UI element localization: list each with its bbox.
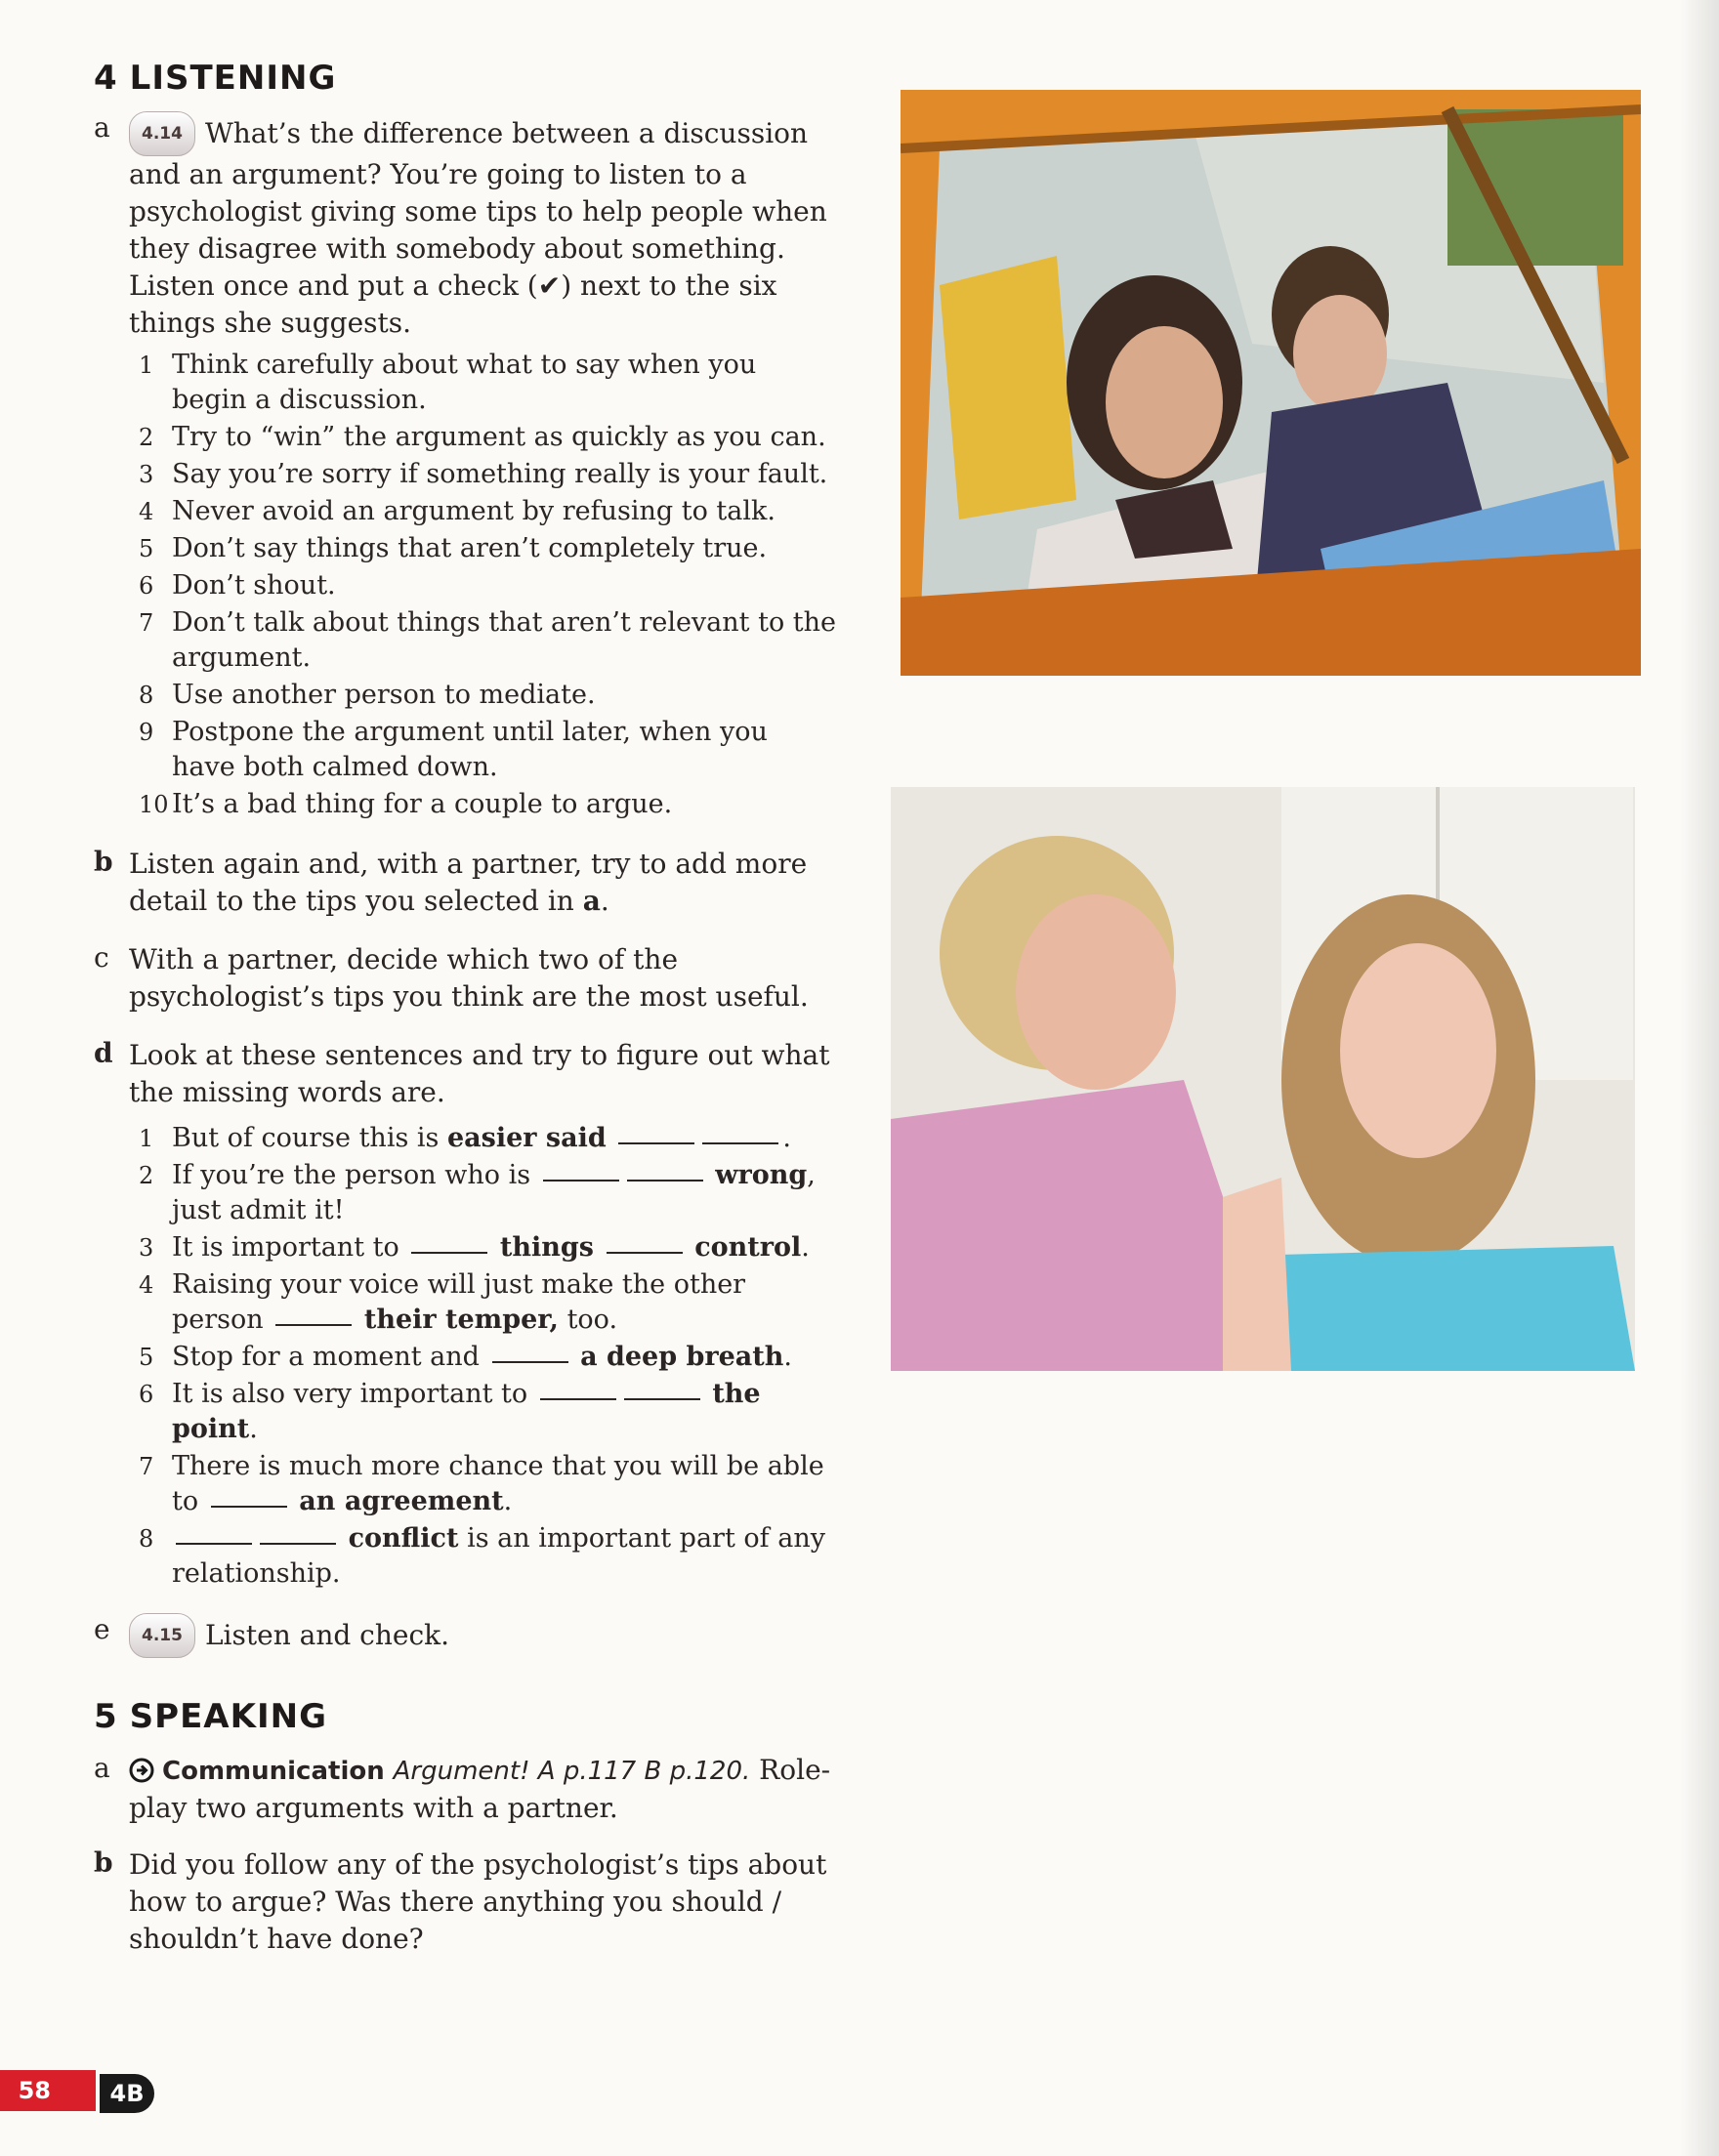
key-phrase: wrong bbox=[715, 1160, 808, 1190]
page-number: 58 bbox=[0, 2070, 96, 2111]
audio-track-badge[interactable]: 4.15 bbox=[129, 1613, 195, 1658]
exercise-4d bbox=[94, 1037, 836, 1592]
exercise-instruction: Did you follow any of the psychologist’s tips about how to argue? Was there anything you should / shouldn’t have done? bbox=[129, 1848, 827, 1955]
gap-sentence-3 bbox=[129, 1230, 836, 1265]
exercise-letter: d bbox=[94, 1037, 113, 1069]
tip-item[interactable] bbox=[129, 531, 836, 566]
tip-text: Don’t say things that aren’t completely true. bbox=[172, 533, 768, 563]
gap-sentence-7 bbox=[129, 1449, 836, 1519]
punctuation: . bbox=[783, 1342, 792, 1372]
tip-text: It’s a bad thing for a couple to argue. bbox=[172, 789, 673, 819]
answer-blank[interactable] bbox=[627, 1158, 703, 1182]
key-phrase: control bbox=[694, 1232, 802, 1263]
section-heading-speaking bbox=[94, 1697, 836, 1736]
tip-item[interactable] bbox=[129, 348, 836, 418]
tip-text: Try to “win” the argument as quickly as you can. bbox=[172, 422, 826, 452]
punctuation: . bbox=[249, 1414, 258, 1444]
tip-item[interactable] bbox=[129, 457, 836, 492]
punctuation: . bbox=[782, 1123, 791, 1153]
item-number: 8 bbox=[139, 682, 154, 709]
sentence-text: Raising your voice will just make the other person bbox=[172, 1269, 746, 1335]
gap-sentence-5 bbox=[129, 1340, 836, 1375]
answer-blank[interactable] bbox=[260, 1521, 336, 1545]
item-number: 3 bbox=[139, 461, 154, 488]
item-number: 4 bbox=[139, 1271, 154, 1299]
exercise-instruction: What’s the difference between a discussion and an argument? You’re going to listen to a psychologist giving some tips to help people when they disagree with somebody about something. Listen once and put a check (✔) next to the six things she suggests. bbox=[129, 117, 827, 339]
key-phrase: an agreement bbox=[299, 1486, 504, 1516]
exercise-letter: e bbox=[94, 1613, 110, 1645]
communication-label[interactable]: Communication bbox=[162, 1757, 385, 1786]
tip-text: Don’t shout. bbox=[172, 570, 336, 601]
item-number: 5 bbox=[139, 535, 154, 562]
item-number: 7 bbox=[139, 609, 154, 637]
page-gutter-shadow bbox=[1680, 0, 1719, 2156]
gap-sentence-2 bbox=[129, 1158, 836, 1228]
tip-item[interactable] bbox=[129, 420, 836, 455]
item-number: 9 bbox=[139, 719, 154, 746]
exercise-4b bbox=[94, 846, 836, 920]
exercise-instruction: Look at these sentences and try to figure out what the missing words are. bbox=[129, 1039, 830, 1108]
exercise-letter: a bbox=[94, 111, 110, 144]
photo-mother-daughter bbox=[891, 787, 1635, 1371]
section-title: LISTENING bbox=[129, 59, 337, 98]
exercise-letter: b bbox=[94, 846, 113, 878]
answer-blank[interactable] bbox=[211, 1484, 287, 1508]
section-title: SPEAKING bbox=[129, 1697, 327, 1736]
tip-item[interactable] bbox=[129, 715, 836, 785]
answer-blank[interactable] bbox=[702, 1121, 778, 1144]
communication-reference[interactable]: Argument! A p.117 B p.120. bbox=[393, 1757, 751, 1786]
gap-fill-list bbox=[129, 1121, 836, 1592]
punctuation: . bbox=[600, 885, 609, 917]
tip-text: Postpone the argument until later, when you have both calmed down. bbox=[172, 717, 768, 782]
exercise-letter: a bbox=[94, 1752, 110, 1784]
answer-blank[interactable] bbox=[540, 1377, 616, 1400]
item-number: 6 bbox=[139, 572, 154, 600]
key-phrase: a deep breath bbox=[580, 1342, 784, 1372]
answer-blank[interactable] bbox=[176, 1521, 252, 1545]
tip-text: Don’t talk about things that aren’t relevant to the argument. bbox=[172, 607, 837, 673]
sentence-text: Stop for a moment and bbox=[172, 1342, 480, 1372]
answer-blank[interactable] bbox=[618, 1121, 694, 1144]
item-number: 1 bbox=[139, 1125, 154, 1152]
exercise-instruction: Listen again and, with a partner, try to add more detail to the tips you selected in bbox=[129, 848, 808, 917]
sentence-text: too. bbox=[566, 1305, 618, 1335]
item-number: 2 bbox=[139, 424, 154, 451]
answer-blank[interactable] bbox=[607, 1230, 683, 1254]
key-phrase: things bbox=[499, 1232, 594, 1263]
tip-text: Use another person to mediate. bbox=[172, 680, 596, 710]
sentence-text: It is important to bbox=[172, 1232, 399, 1263]
section-number: 5 bbox=[94, 1697, 118, 1736]
tip-item[interactable] bbox=[129, 568, 836, 603]
item-number: 8 bbox=[139, 1525, 154, 1553]
key-phrase: their temper, bbox=[363, 1305, 559, 1335]
sentence-text: , just admit it! bbox=[172, 1160, 816, 1225]
item-number: 10 bbox=[139, 791, 169, 818]
sentence-text: It is also very important to bbox=[172, 1379, 528, 1409]
tip-text: Think carefully about what to say when you begin a discussion. bbox=[172, 350, 757, 415]
answer-blank[interactable] bbox=[492, 1340, 568, 1363]
gap-sentence-8 bbox=[129, 1521, 836, 1592]
tip-item[interactable] bbox=[129, 787, 836, 822]
gap-sentence-1 bbox=[129, 1121, 836, 1156]
sentence-text: is an important part of any relationship. bbox=[172, 1523, 825, 1589]
item-number: 6 bbox=[139, 1381, 154, 1408]
tip-item[interactable] bbox=[129, 494, 836, 529]
punctuation: . bbox=[801, 1232, 810, 1263]
left-column bbox=[94, 59, 836, 1958]
answer-blank[interactable] bbox=[624, 1377, 700, 1400]
section-number: 4 bbox=[94, 59, 118, 98]
exercise-4e bbox=[94, 1613, 836, 1658]
exercise-5b bbox=[94, 1846, 836, 1958]
tips-list bbox=[129, 348, 836, 822]
exercise-4a bbox=[94, 111, 836, 822]
punctuation: . bbox=[503, 1486, 513, 1516]
answer-blank[interactable] bbox=[275, 1303, 352, 1326]
item-number: 5 bbox=[139, 1344, 154, 1371]
sentence-text: If you’re the person who is bbox=[172, 1160, 531, 1190]
gap-sentence-4 bbox=[129, 1267, 836, 1338]
item-number: 3 bbox=[139, 1234, 154, 1262]
arrow-circle-icon bbox=[129, 1758, 154, 1783]
exercise-instruction: With a partner, decide which two of the psychologist’s tips you think are the most useful. bbox=[129, 943, 809, 1013]
exercise-letter: c bbox=[94, 941, 109, 974]
answer-blank[interactable] bbox=[411, 1230, 487, 1254]
tip-item[interactable] bbox=[129, 678, 836, 713]
answer-blank[interactable] bbox=[543, 1158, 619, 1182]
exercise-letter: b bbox=[94, 1846, 113, 1879]
exercise-instruction: Listen and check. bbox=[204, 1619, 450, 1651]
exercise-reference: a bbox=[582, 885, 601, 917]
photo-couple-in-car-illustration bbox=[901, 90, 1641, 676]
tip-item[interactable] bbox=[129, 605, 836, 676]
exercise-4c bbox=[94, 941, 836, 1016]
item-number: 1 bbox=[139, 352, 154, 379]
key-phrase: conflict bbox=[348, 1523, 459, 1554]
exercise-5a bbox=[94, 1752, 836, 1827]
tip-text: Say you’re sorry if something really is your fault. bbox=[172, 459, 828, 489]
sentence-text: But of course this is bbox=[172, 1123, 440, 1153]
key-phrase: easier said bbox=[446, 1123, 607, 1153]
photo-couple-in-car bbox=[901, 90, 1641, 676]
item-number: 2 bbox=[139, 1162, 154, 1189]
sentence-text: There is much more chance that you will be able to bbox=[172, 1451, 824, 1516]
section-heading-listening bbox=[94, 59, 836, 98]
tip-text: Never avoid an argument by refusing to talk. bbox=[172, 496, 776, 526]
item-number: 7 bbox=[139, 1453, 154, 1480]
exercise-instruction: Role-play two arguments with a partner. bbox=[129, 1754, 831, 1824]
gap-sentence-6 bbox=[129, 1377, 836, 1447]
item-number: 4 bbox=[139, 498, 154, 525]
photo-mother-daughter-illustration bbox=[891, 787, 1635, 1371]
audio-track-badge[interactable]: 4.14 bbox=[129, 111, 195, 156]
key-phrase: the point bbox=[172, 1379, 761, 1444]
unit-badge: 4B bbox=[100, 2074, 154, 2113]
